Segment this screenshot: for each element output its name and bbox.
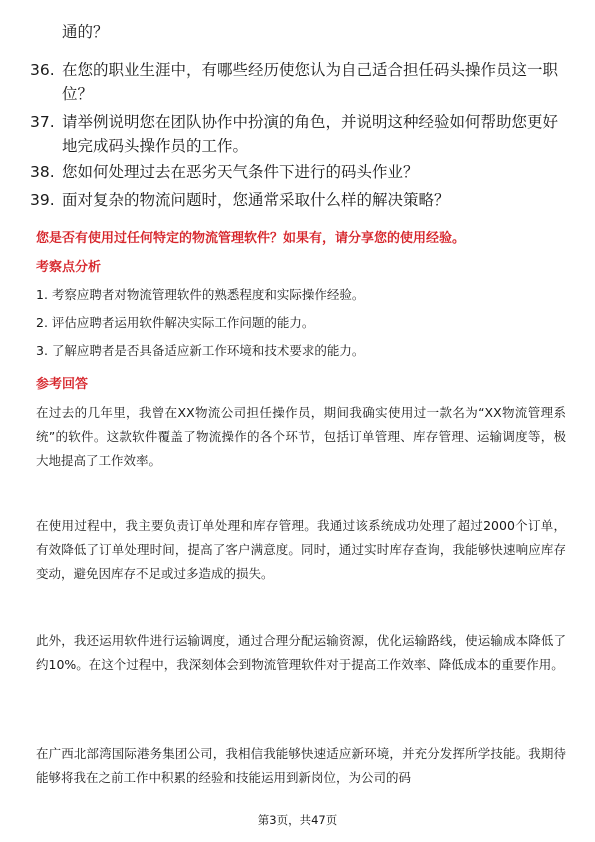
answer-paragraph-3: 此外，我还运用软件进行运输调度，通过合理分配运输资源，优化运输路线，使运输成本降低了约10%。在这个过程中，我深刻体会到物流管理软件对于提高工作效率、降低成本的重要作用。: [36, 633, 566, 672]
question-36: [30, 58, 570, 106]
question-number: 39.: [30, 191, 55, 209]
page-footer: 第3页，共47页: [257, 813, 338, 827]
question-continuation: 通的？: [62, 23, 109, 41]
answer-paragraph-1: 在过去的几年里，我曾在XX物流公司担任操作员，期间我确实使用过一款名为“XX物流管理系统”的软件。这款软件覆盖了物流操作的各个环节，包括订单管理、库存管理、运输调度等，极大地提高了工作效率。: [36, 405, 566, 468]
question-38: [30, 160, 570, 184]
question-37: [30, 110, 570, 158]
analysis-point-2: 2. 评估应聘者运用软件解决实际工作问题的能力。: [36, 315, 315, 330]
question-text: 在您的职业生涯中，有哪些经历使您认为自己适合担任码头操作员这一职位？: [62, 61, 559, 103]
highlight-question: 您是否有使用过任何特定的物流管理软件？如果有，请分享您的使用经验。: [36, 231, 466, 246]
answer-paragraph-4: 在广西北部湾国际港务集团公司，我相信我能够快速适应新环境，并充分发挥所学技能。我期待能够将我在之前工作中积累的经验和技能运用到新岗位，为公司的码: [36, 746, 566, 785]
question-text: 面对复杂的物流问题时，您通常采取什么样的解决策略？: [62, 191, 450, 209]
answer-title: 参考回答: [36, 377, 89, 392]
question-39: [30, 188, 570, 212]
question-text: 您如何处理过去在恶劣天气条件下进行的码头作业？: [62, 163, 419, 181]
analysis-title: 考察点分析: [36, 260, 102, 275]
answer-paragraph-2: 在使用过程中，我主要负责订单处理和库存管理。我通过该系统成功处理了超过2000个订单，有效降低了订单处理时间，提高了客户满意度。同时，通过实时库存查询，我能够快速响应库存变动，避免因库存不足或过多造成的损失。: [36, 518, 566, 581]
question-number: 38.: [30, 163, 55, 181]
question-number: 36.: [30, 61, 55, 79]
analysis-point-3: 3. 了解应聘者是否具备适应新工作环境和技术要求的能力。: [36, 343, 365, 358]
question-number: 37.: [30, 113, 55, 131]
question-text: 请举例说明您在团队协作中扮演的角色，并说明这种经验如何帮助您更好地完成码头操作员的工作。: [62, 113, 559, 155]
analysis-point-1: 1. 考察应聘者对物流管理软件的熟悉程度和实际操作经验。: [36, 287, 365, 302]
